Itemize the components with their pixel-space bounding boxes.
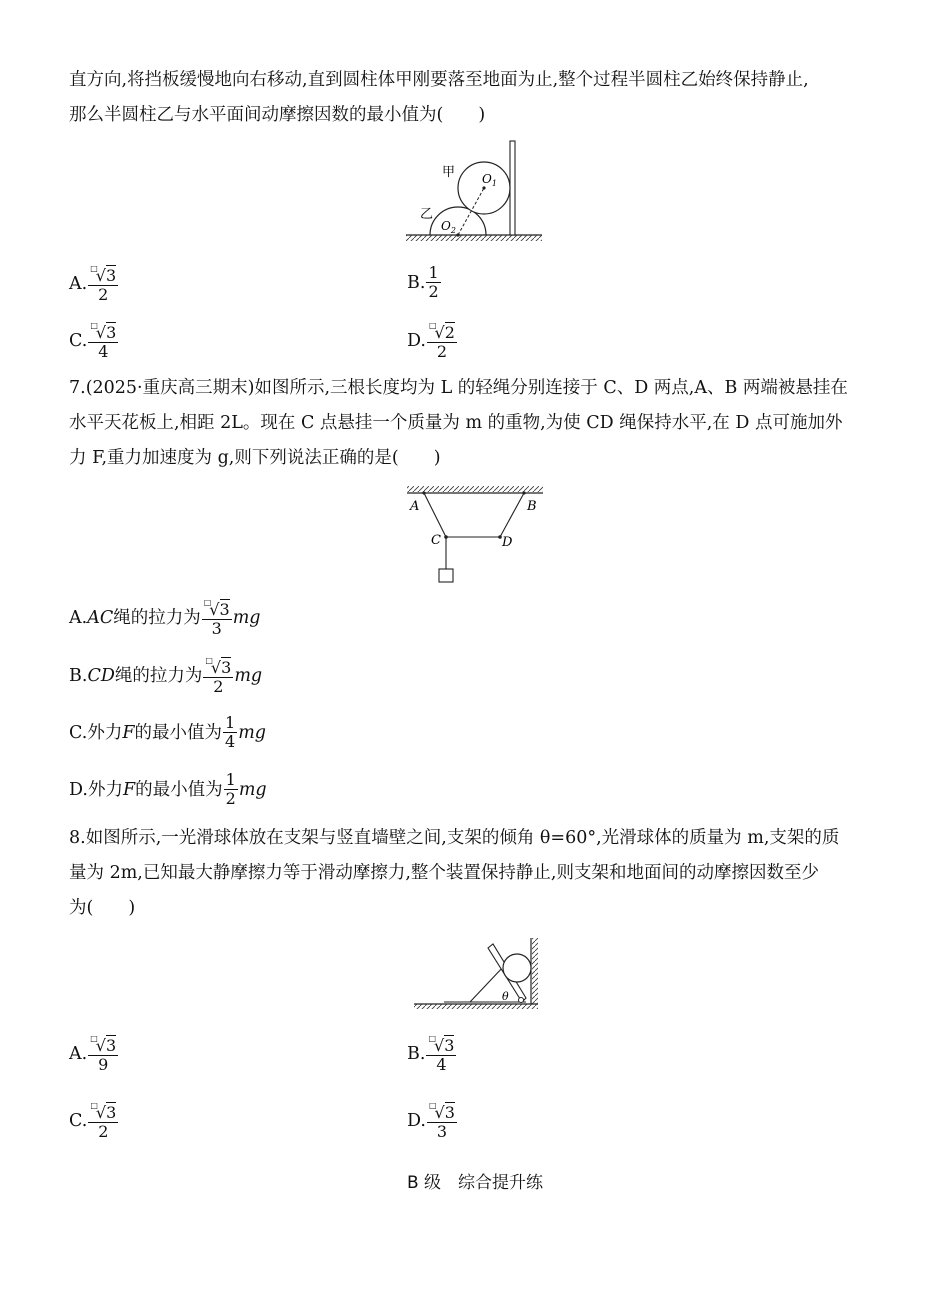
label-o1: $O_1$ xyxy=(482,172,497,188)
q6-option-d[interactable] xyxy=(407,321,458,361)
label-b: B xyxy=(527,499,537,514)
q7-option-b[interactable]: B. CD 绳的拉力为 $\frac{^□√3}{2}$ mg xyxy=(69,656,263,697)
fraction: $\frac{^□√2}{2}$ xyxy=(428,321,455,362)
label-theta: θ xyxy=(502,990,509,1003)
q7-stem-line1: 7.(2025·重庆高三期末)如图所示,三根长度均为 L 的轻绳分别连接于 C、D 两点,A、B 两端被悬挂在 xyxy=(69,378,848,398)
ground-hatch xyxy=(406,235,542,241)
option-letter: A. xyxy=(69,1044,88,1065)
q6-figure xyxy=(404,138,546,246)
q7-stem-line2: 水平天花板上,相距 2L。现在 C 点悬挂一个质量为 m 的重物,为使 CD 绳保持水平,在 D 点可施加外 xyxy=(69,413,843,433)
label-jia: 甲 xyxy=(442,165,456,180)
rope-db xyxy=(500,493,524,537)
option-letter: A. xyxy=(69,274,88,295)
hinge xyxy=(519,998,524,1003)
label-yi: 乙 xyxy=(420,207,434,222)
q7-stem-line3: 力 F,重力加速度为 g,则下列说法正确的是( ) xyxy=(69,448,441,468)
fraction: $\frac{^□√3}{3}$ xyxy=(203,598,230,639)
wall-hatch xyxy=(532,938,538,1004)
fraction: $\frac{1}{2}$ xyxy=(225,770,236,808)
q8-option-a[interactable] xyxy=(69,1034,119,1074)
label-o2: $O_2$ xyxy=(441,219,456,235)
support-leg xyxy=(470,966,504,1002)
option-letter: B. xyxy=(407,272,426,293)
fraction: $\frac{^□√3}{2}$ xyxy=(90,264,117,305)
weight-box xyxy=(439,569,453,582)
option-letter: D. xyxy=(407,1111,426,1132)
point-a xyxy=(422,491,425,494)
option-letter: B. xyxy=(407,1044,426,1065)
ball xyxy=(503,954,531,982)
o1-dot xyxy=(482,186,485,189)
fraction: $\frac{^□√3}{9}$ xyxy=(90,1034,117,1075)
q6-stem-line1: 直方向,将挡板缓慢地向右移动,直到圆柱体甲刚要落至地面为止,整个过程半圆柱乙始终保持静止, xyxy=(69,70,809,90)
q8-option-d[interactable] xyxy=(407,1101,458,1141)
o2-dot xyxy=(456,233,459,236)
fraction: $\frac{^□√3}{3}$ xyxy=(428,1101,455,1142)
q8-stem-line2: 量为 2m,已知最大静摩擦力等于滑动摩擦力,整个装置保持静止,则支架和地面间的动摩擦因数至少 xyxy=(69,863,819,883)
q6-option-a[interactable] xyxy=(69,264,119,304)
option-letter: D. xyxy=(407,331,426,352)
point-c xyxy=(444,535,448,539)
label-c: C xyxy=(431,533,441,548)
fraction: $\frac{^□√3}{2}$ xyxy=(205,656,232,697)
fraction: $\frac{^□√3}{4}$ xyxy=(428,1034,455,1075)
label-d: D xyxy=(502,535,513,550)
rope-ac xyxy=(424,493,446,537)
ground-hatch xyxy=(414,1004,538,1009)
baffle xyxy=(510,141,515,235)
q7-option-a[interactable]: A. AC 绳的拉力为 $\frac{^□√3}{3}$ mg xyxy=(69,598,261,639)
q6-stem-line2: 那么半圆柱乙与水平面间动摩擦因数的最小值为( ) xyxy=(69,105,486,125)
q8-option-c[interactable] xyxy=(69,1101,119,1141)
option-letter: C. xyxy=(69,1111,88,1132)
fraction: $\frac{^□√3}{2}$ xyxy=(90,1101,117,1142)
q6-option-b[interactable] xyxy=(407,264,442,301)
q7-option-d[interactable]: D.外力 F 的最小值为 $\frac{1}{2}$ mg xyxy=(69,770,267,808)
ceiling-hatch xyxy=(407,486,543,492)
q8-stem-line3: 为( ) xyxy=(69,898,136,918)
section-title: B 级 综合提升练 xyxy=(406,1173,544,1193)
q8-stem-line1: 8.如图所示,一光滑球体放在支架与竖直墙壁之间,支架的倾角 θ=60°,光滑球体的质量为 m,支架的质 xyxy=(69,828,840,848)
q7-figure xyxy=(404,486,546,586)
fraction: $\frac{1}{2}$ xyxy=(428,263,439,301)
fraction: $\frac{^□√3}{4}$ xyxy=(90,321,117,362)
q8-option-b[interactable] xyxy=(407,1034,457,1074)
q6-option-c[interactable] xyxy=(69,321,119,361)
point-b xyxy=(522,491,525,494)
option-letter: C. xyxy=(69,331,88,352)
label-a: A xyxy=(410,499,420,514)
q8-figure xyxy=(410,936,545,1016)
fraction: $\frac{1}{4}$ xyxy=(225,713,236,751)
q7-option-c[interactable]: C.外力 F 的最小值为 $\frac{1}{4}$ mg xyxy=(69,713,266,751)
